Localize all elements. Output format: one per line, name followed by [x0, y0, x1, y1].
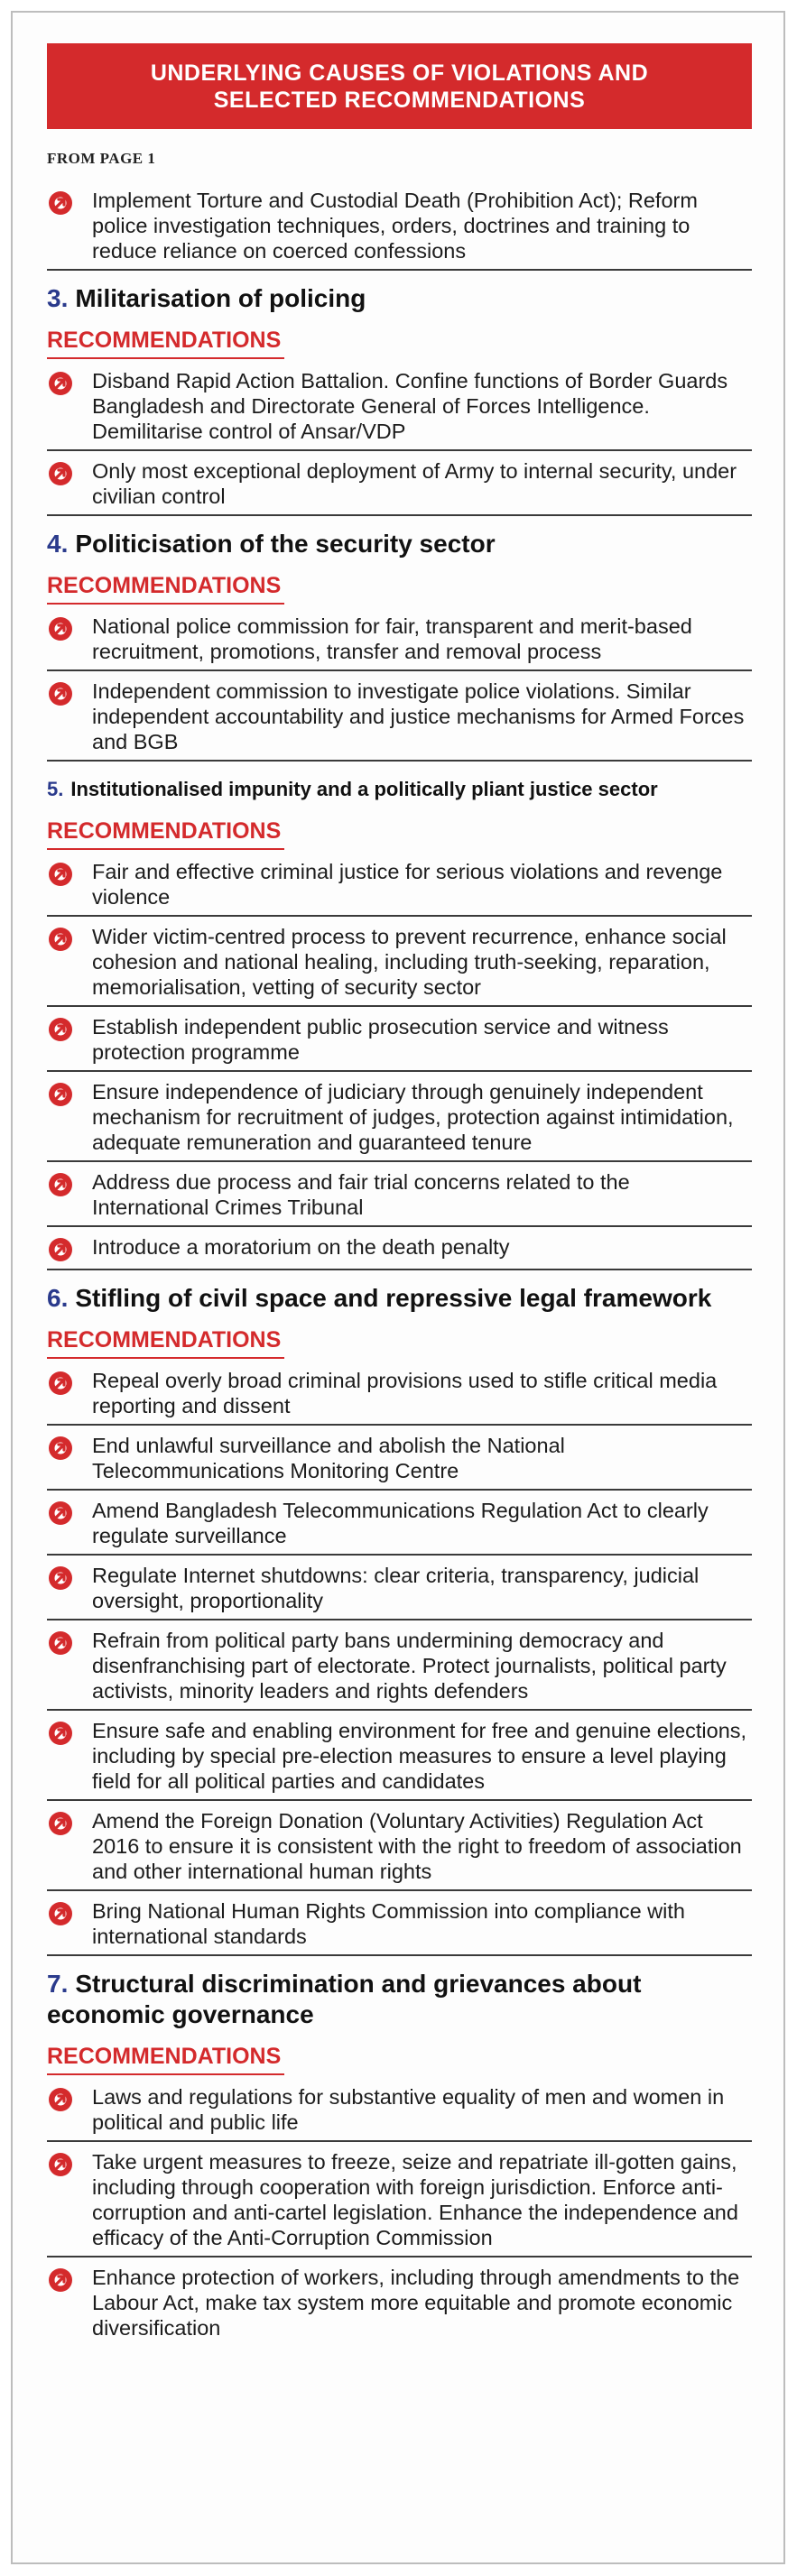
list-item-text: National police commission for fair, transparent and merit-based recruitment, promotions, transfer and removal process	[92, 614, 692, 663]
red-circle-arrow-icon	[47, 861, 74, 888]
red-circle-arrow-icon	[47, 680, 74, 707]
section-title	[47, 774, 752, 805]
list-item	[47, 606, 752, 671]
red-circle-arrow-icon	[47, 1500, 74, 1527]
red-circle-arrow-icon	[47, 926, 74, 953]
list-item	[47, 1711, 752, 1801]
list-item	[47, 451, 752, 516]
list-item-text: Implement Torture and Custodial Death (Prohibition Act); Reform police investigation techniques, orders, doctrines and training to reduce reliance on coerced confessions	[92, 189, 698, 263]
list-item-text: Introduce a moratorium on the death penalty	[92, 1235, 510, 1259]
list-item-text: Bring National Human Rights Commission into compliance with international standards	[92, 1899, 685, 1948]
content	[47, 150, 752, 2346]
header-banner	[47, 43, 752, 129]
list-item-text: Disband Rapid Action Battalion. Confine functions of Border Guards Bangladesh and Directorate General of Forces Intelligence. Demilitarise control of Ansar/VDP	[92, 369, 728, 443]
recommendations-heading: RECOMMENDATIONS	[47, 1321, 284, 1359]
recommendations-heading: RECOMMENDATIONS	[47, 567, 284, 605]
list-item-text: Ensure independence of judiciary through genuinely independent mechanism for recruitment of judges, protection against intimidation, adequate remuneration and guaranteed tenure	[92, 1080, 734, 1154]
list-item-text: Enhance protection of workers, including through amendments to the Labour Act, make tax system more equitable and promote economic diversification	[92, 2266, 740, 2340]
list-item	[47, 1620, 752, 1711]
red-circle-arrow-icon	[47, 1171, 74, 1198]
red-circle-arrow-icon	[47, 1236, 74, 1263]
list-item	[47, 671, 752, 762]
list-item	[47, 180, 752, 271]
list-item	[47, 1072, 752, 1162]
section-title	[47, 1969, 752, 2030]
list-item	[47, 361, 752, 451]
recommendations-heading: RECOMMENDATIONS	[47, 2037, 284, 2075]
section-title	[47, 283, 752, 314]
banner-line-1: UNDERLYING CAUSES OF VIOLATIONS AND	[150, 60, 649, 86]
list-item-text: Refrain from political party bans undermining democracy and disenfranchising part of electorate. Protect journalists, political party activists, minority leaders and rights defenders	[92, 1629, 727, 1703]
red-circle-arrow-icon	[47, 2267, 74, 2294]
list-item-text: Take urgent measures to freeze, seize and repatriate ill-gotten gains, including through cooperation with foreign jurisdiction. Enforce anti-corruption and anti-cartel legislation. Enhance the independence and efficacy of the Anti-Corruption Commission	[92, 2150, 738, 2249]
from-page-label: FROM PAGE 1	[47, 150, 156, 167]
list-item-text: Independent commission to investigate police violations. Similar independent accountability and justice mechanisms for Armed Forces and BGB	[92, 679, 745, 753]
section-number: 3.	[47, 284, 69, 312]
banner-line-2: SELECTED RECOMMENDATIONS	[213, 87, 586, 113]
list-item	[47, 1361, 752, 1426]
section-title-text: Institutionalised impunity and a politically pliant justice sector	[70, 778, 658, 800]
red-circle-arrow-icon	[47, 370, 74, 397]
list-item	[47, 917, 752, 1007]
list-item	[47, 1891, 752, 1956]
section-title	[47, 1283, 752, 1314]
red-circle-arrow-icon	[47, 2151, 74, 2178]
list-item-text: Establish independent public prosecution service and witness protection programme	[92, 1015, 669, 1064]
section-title-text: Stifling of civil space and repressive legal framework	[75, 1284, 712, 1312]
section-number: 6.	[47, 1284, 69, 1312]
red-circle-arrow-icon	[47, 1720, 74, 1747]
list-item-text: Wider victim-centred process to prevent recurrence, enhance social cohesion and national healing, including truth-seeking, reparation, memorialisation, vetting of security sector	[92, 925, 727, 999]
red-circle-arrow-icon	[47, 1370, 74, 1397]
red-circle-arrow-icon	[47, 1435, 74, 1462]
list-item	[47, 852, 752, 917]
list-item-text: Ensure safe and enabling environment for free and genuine elections, including by special pre-election measures to ensure a level playing field for all political parties and candidates	[92, 1719, 747, 1793]
section-title	[47, 529, 752, 559]
sections	[47, 283, 752, 2346]
section-title-text: Militarisation of policing	[75, 284, 366, 312]
recommendations-heading: RECOMMENDATIONS	[47, 321, 284, 359]
list-item	[47, 1426, 752, 1491]
list-item	[47, 2077, 752, 2142]
red-circle-arrow-icon	[47, 615, 74, 642]
list-item-text: Amend Bangladesh Telecommunications Regulation Act to clearly regulate surveillance	[92, 1499, 709, 1547]
list-item-text: Amend the Foreign Donation (Voluntary Activities) Regulation Act 2016 to ensure it is consistent with the right to freedom of association and other international human rights	[92, 1809, 742, 1883]
list-item	[47, 1007, 752, 1072]
red-circle-arrow-icon	[47, 189, 74, 217]
list-item-text: Laws and regulations for substantive equality of men and women in political and public life	[92, 2085, 725, 2134]
list-item-text: Only most exceptional deployment of Army to internal security, under civilian control	[92, 459, 737, 508]
section-number: 7.	[47, 1970, 69, 1998]
list-item-text: End unlawful surveillance and abolish the National Telecommunications Monitoring Centre	[92, 1434, 565, 1482]
list-item-text: Repeal overly broad criminal provisions used to stifle critical media reporting and dissent	[92, 1369, 718, 1417]
red-circle-arrow-icon	[47, 2086, 74, 2113]
section-title-text: Structural discrimination and grievances about economic governance	[47, 1970, 642, 2028]
red-circle-arrow-icon	[47, 460, 74, 487]
list-item	[47, 2257, 752, 2346]
section-number: 5.	[47, 778, 64, 800]
recommendations-heading: RECOMMENDATIONS	[47, 812, 284, 850]
list-item	[47, 1801, 752, 1891]
red-circle-arrow-icon	[47, 1081, 74, 1108]
list-item	[47, 1227, 752, 1270]
red-circle-arrow-icon	[47, 1900, 74, 1927]
list-item	[47, 1491, 752, 1556]
list-item-text: Address due process and fair trial concerns related to the International Crimes Tribunal	[92, 1170, 630, 1219]
red-circle-arrow-icon	[47, 1810, 74, 1837]
list-item	[47, 2142, 752, 2257]
red-circle-arrow-icon	[47, 1016, 74, 1043]
list-item	[47, 1556, 752, 1620]
list-item	[47, 1162, 752, 1227]
list-item-text: Fair and effective criminal justice for serious violations and revenge violence	[92, 860, 723, 909]
section-title-text: Politicisation of the security sector	[75, 530, 496, 558]
section-number: 4.	[47, 530, 69, 558]
red-circle-arrow-icon	[47, 1565, 74, 1592]
list-item-text: Regulate Internet shutdowns: clear criteria, transparency, judicial oversight, proportionality	[92, 1564, 700, 1612]
red-circle-arrow-icon	[47, 1630, 74, 1657]
